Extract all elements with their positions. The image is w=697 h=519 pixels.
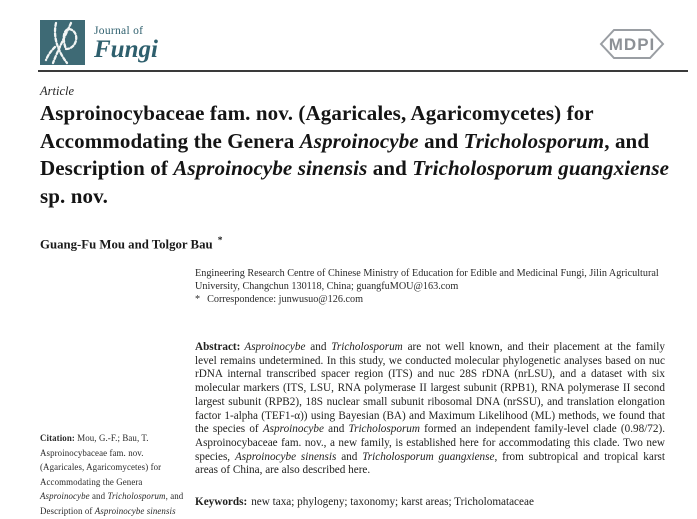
fungal-hyphae-icon [40,20,85,65]
mdpi-hexagon-icon [595,24,669,64]
abstract-body: Asproinocybe and Tricholosporum are not well known, and their placement at the family level remains undetermined. In this study, we conducted molecular phylogenetic analyses based on nuc rDNA internal transcribed spacer region (ITS) and nuc 28S rDNA (nrLSU), and a dataset with six molecular markers (ITS, LSU, RNA polymerase II largest subunit (RPB1), RNA polymerase II second largest subunit (RPB2), 18S nuclear small subunit ribosomal DNA (nrSSU), and translation elongation factor 1-alpha (TEF1-α)) using Bayesian (BA) and Maximum Likelihood (ML) methods, we found that the species of Asproinocybe and Tricholosporum formed an independent family-level clade (0.98/72). Asproinocybaceae fam. nov., a new family, is established here for accommodating this clade. Two new species, Asproinocybe sinensis and Tricholosporum guangxiense, from subtropical and tropical karst areas of China, are also described here. [195,341,666,477]
article-front-matter [195,267,665,510]
keywords-label: Keywords: [195,496,248,509]
journal-name: Fungi [94,36,158,63]
mdpi-logo [595,24,669,64]
mdpi-logo-text: MDPI [608,35,656,54]
keywords-text: new taxa; phylogeny; taxonomy; karst areas; Tricholomataceae [251,496,534,509]
journal-title [94,25,158,63]
abstract-label: Abstract: [195,341,241,353]
author-line [40,236,223,252]
author-names: Guang-Fu Mou and Tolgor Bau [40,237,213,252]
correspondence-mark: * [195,294,201,305]
correspondence-text: Correspondence: junwusuo@126.com [207,294,364,305]
keywords-line [195,496,665,510]
abstract-paragraph [195,341,665,478]
article-type-label: Article [40,84,75,98]
corresponding-author-mark: * [217,236,223,246]
affiliation-text: Engineering Research Centre of Chinese Ministry of Education for Edible and Medicinal Fungi, Jilin Agricultural University, Changchun 130118, China; guangfuMOU@163.com [195,268,659,292]
journal-label: Journal of [94,25,144,37]
correspondence-line [195,293,665,306]
header-divider [38,70,688,72]
article-title: Asproinocybaceae fam. nov. (Agaricales, Agaricomycetes) for Accommodating the Genera Asproinocybe and Tricholosporum, and Description of Asproinocybe sinensis and Tricholosporum guangxiense sp. nov. [40,101,670,208]
citation-box: Citation: Mou, G.-F.; Bau, T. Asproinocybaceae fam. nov. (Agaricales, Agaricomycetes) for Accommodating the Genera Asproinocybe and Tricholosporum, and Description of Asproinocybe sinensis [40,433,184,516]
journal-of-fungi-logo [40,20,85,65]
